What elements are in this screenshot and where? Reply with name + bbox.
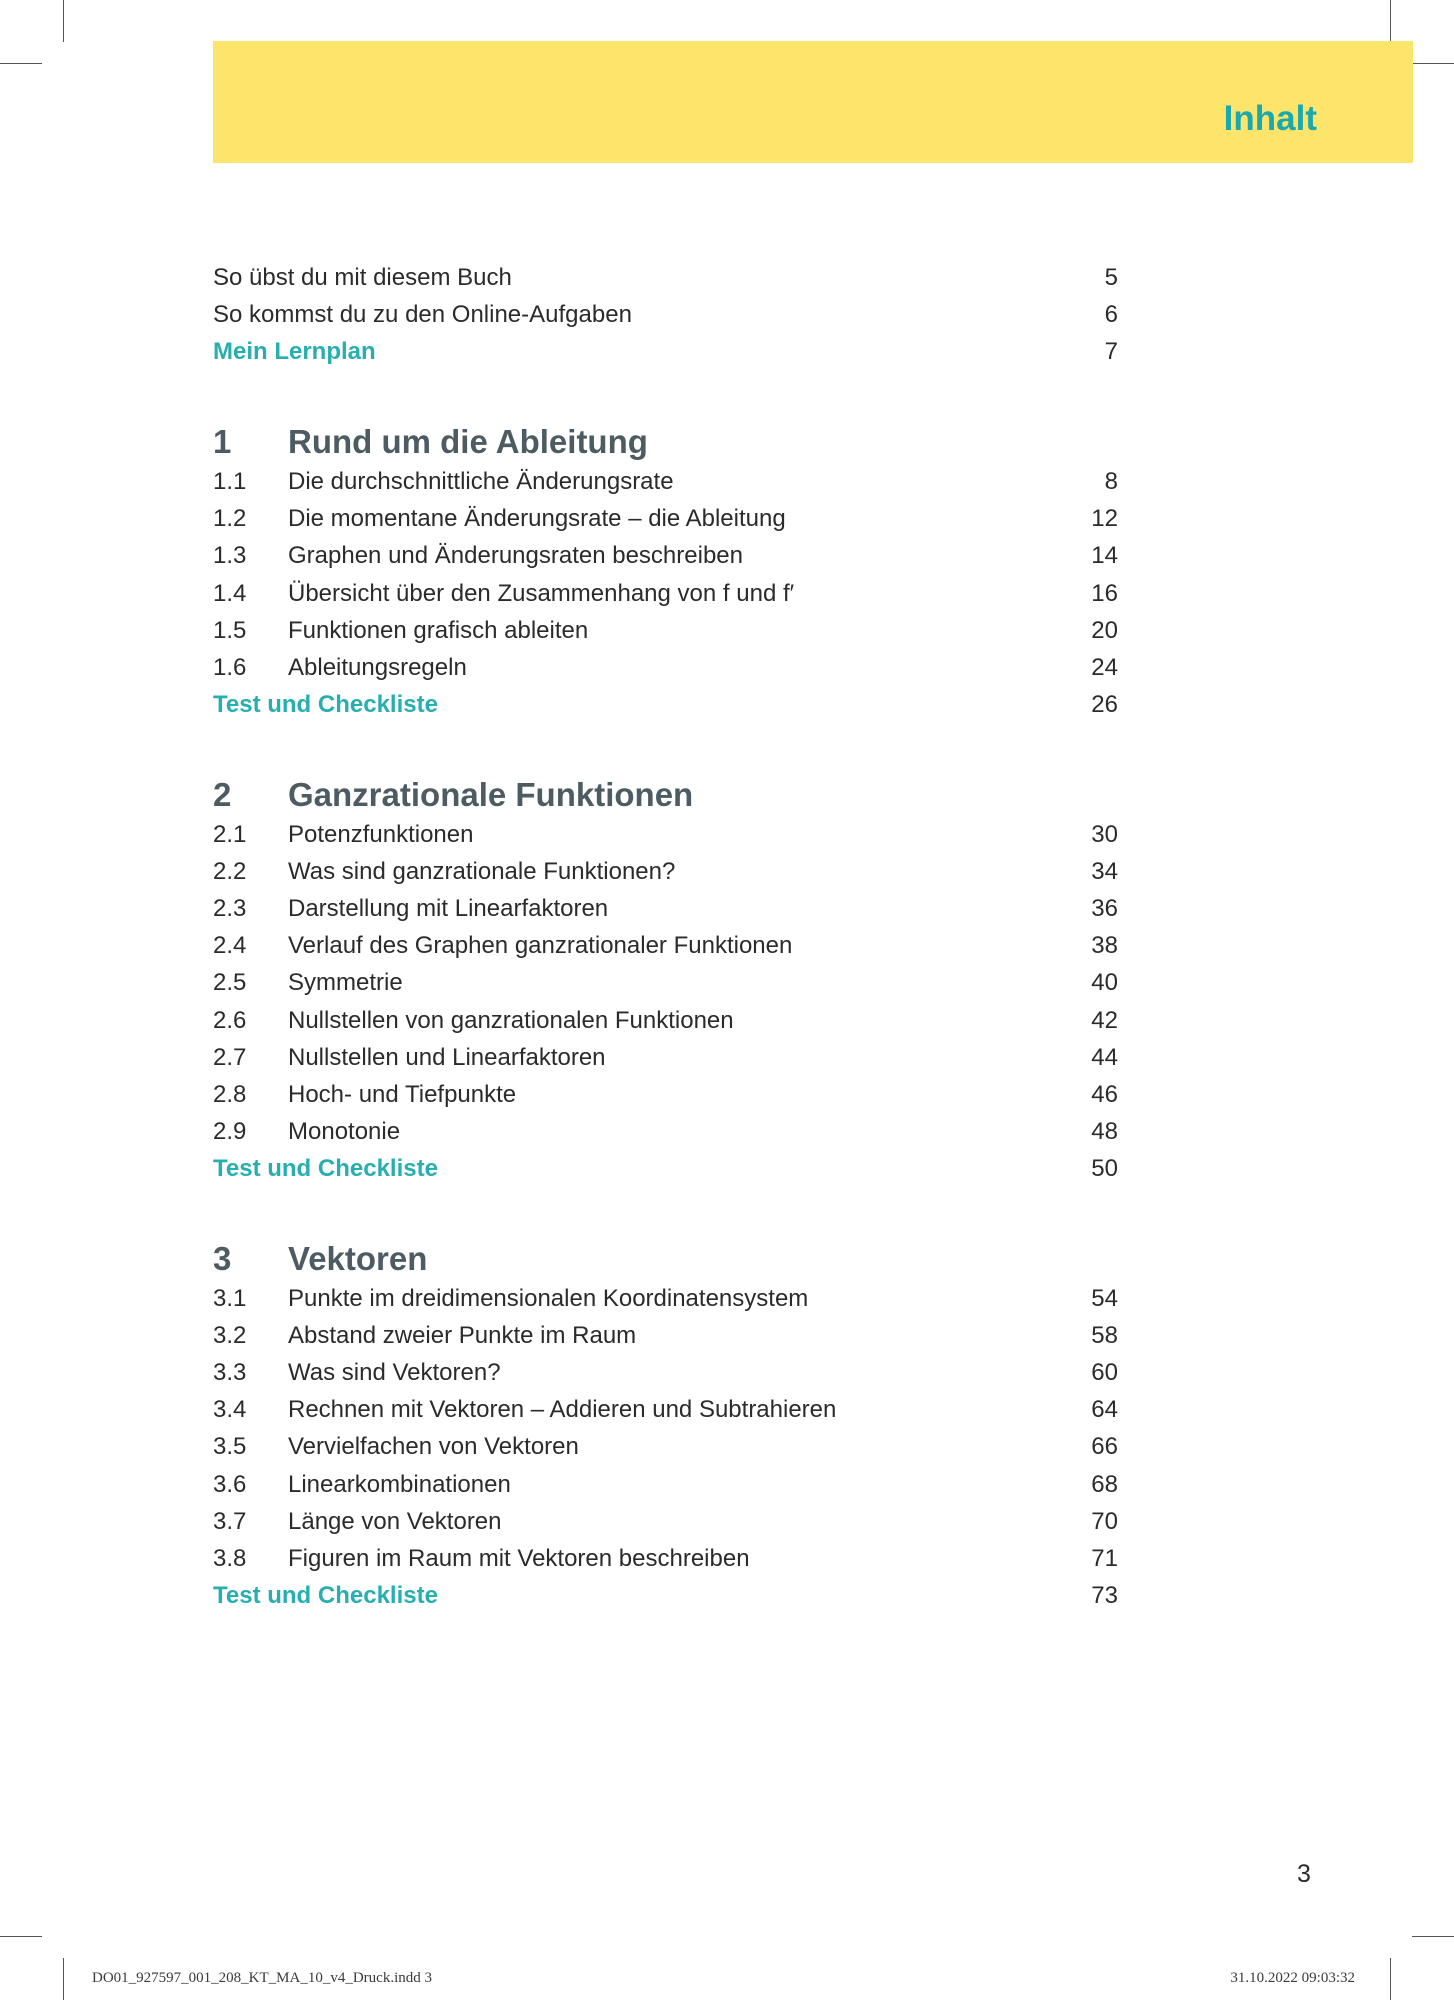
section-title: Rechnen mit Vektoren – Addieren und Subtrahieren	[288, 1396, 837, 1423]
section-number: 1.2	[213, 505, 247, 532]
section-number: 2.4	[213, 932, 247, 959]
section-page: 30	[1091, 821, 1118, 848]
section-title: Symmetrie	[288, 969, 403, 996]
toc-section[interactable]	[213, 1080, 1118, 1110]
toc-section[interactable]	[213, 968, 1118, 998]
section-page: 40	[1091, 969, 1118, 996]
section-number: 1.4	[213, 580, 247, 607]
section-title: Die durchschnittliche Änderungsrate	[288, 468, 674, 495]
toc-section[interactable]	[213, 894, 1118, 924]
chapter-heading[interactable]	[213, 775, 1118, 815]
toc-entry[interactable]	[213, 263, 1118, 293]
crop-mark	[0, 63, 42, 64]
section-page: 54	[1091, 1285, 1118, 1312]
toc-entry-title: So kommst du zu den Online-Aufgaben	[213, 301, 632, 328]
toc-section[interactable]	[213, 616, 1118, 646]
toc-section[interactable]	[213, 504, 1118, 534]
toc-entry-title: Mein Lernplan	[213, 338, 376, 365]
section-page: 20	[1091, 617, 1118, 644]
test-title: Test und Checkliste	[213, 1582, 438, 1609]
section-number: 1.5	[213, 617, 247, 644]
section-number: 2.8	[213, 1081, 247, 1108]
section-page: 14	[1091, 542, 1118, 569]
toc-section[interactable]	[213, 1358, 1118, 1388]
section-number: 2.2	[213, 858, 247, 885]
section-page: 12	[1091, 505, 1118, 532]
toc-section[interactable]	[213, 1432, 1118, 1462]
test-page: 50	[1091, 1155, 1118, 1182]
toc-section[interactable]	[213, 467, 1118, 497]
section-page: 58	[1091, 1322, 1118, 1349]
page-number: 3	[1297, 1860, 1311, 1888]
crop-mark	[0, 1936, 42, 1937]
section-title: Nullstellen und Linearfaktoren	[288, 1044, 606, 1071]
section-number: 3.4	[213, 1396, 247, 1423]
section-title: Was sind ganzrationale Funktionen?	[288, 858, 676, 885]
section-page: 34	[1091, 858, 1118, 885]
section-number: 1.6	[213, 654, 247, 681]
toc-section[interactable]	[213, 579, 1118, 609]
toc-section[interactable]	[213, 820, 1118, 850]
toc-section[interactable]	[213, 1321, 1118, 1351]
section-title: Vervielfachen von Vektoren	[288, 1433, 579, 1460]
section-title: Länge von Vektoren	[288, 1508, 502, 1535]
toc-section[interactable]	[213, 1117, 1118, 1147]
test-title: Test und Checkliste	[213, 691, 438, 718]
section-number: 3.5	[213, 1433, 247, 1460]
chapter-number: 1	[213, 423, 232, 460]
section-title: Die momentane Änderungsrate – die Ableitung	[288, 505, 786, 532]
toc-section[interactable]	[213, 1507, 1118, 1537]
section-page: 66	[1091, 1433, 1118, 1460]
section-title: Abstand zweier Punkte im Raum	[288, 1322, 637, 1349]
test-title: Test und Checkliste	[213, 1155, 438, 1182]
section-number: 3.2	[213, 1322, 247, 1349]
section-number: 1.1	[213, 468, 247, 495]
print-slug-timestamp: 31.10.2022 09:03:32	[1230, 1970, 1355, 1986]
toc-entry-page: 7	[1104, 338, 1118, 365]
section-title: Linearkombinationen	[288, 1471, 511, 1498]
section-title: Übersicht über den Zusammenhang von f und f′	[288, 580, 795, 607]
section-page: 60	[1091, 1359, 1118, 1386]
chapter-title: Ganzrationale Funktionen	[288, 776, 694, 813]
section-page: 8	[1104, 468, 1118, 495]
section-title: Darstellung mit Linearfaktoren	[288, 895, 609, 922]
section-page: 38	[1091, 932, 1118, 959]
toc-section[interactable]	[213, 1395, 1118, 1425]
chapter-number: 2	[213, 776, 232, 813]
section-title: Hoch- und Tiefpunkte	[288, 1081, 517, 1108]
toc-section[interactable]	[213, 931, 1118, 961]
toc-section[interactable]	[213, 1544, 1118, 1574]
section-number: 2.3	[213, 895, 247, 922]
chapter-title: Rund um die Ableitung	[288, 423, 648, 460]
section-number: 3.7	[213, 1508, 247, 1535]
crop-mark	[1390, 0, 1391, 42]
section-number: 2.5	[213, 969, 247, 996]
section-number: 2.9	[213, 1118, 247, 1145]
toc-entry-page: 6	[1104, 301, 1118, 328]
section-page: 16	[1091, 580, 1118, 607]
section-title: Funktionen grafisch ableiten	[288, 617, 589, 644]
section-page: 48	[1091, 1118, 1118, 1145]
page-title: Inhalt	[1223, 99, 1317, 138]
chapter-number: 3	[213, 1240, 232, 1277]
section-title: Punkte im dreidimensionalen Koordinatensystem	[288, 1285, 809, 1312]
section-title: Was sind Vektoren?	[288, 1359, 501, 1386]
toc-section[interactable]	[213, 1470, 1118, 1500]
test-page: 26	[1091, 691, 1118, 718]
toc-entry-lernplan[interactable]	[213, 337, 1118, 367]
section-title: Graphen und Änderungsraten beschreiben	[288, 542, 743, 569]
crop-mark	[1390, 1958, 1391, 2000]
section-number: 2.1	[213, 821, 247, 848]
section-title: Potenzfunktionen	[288, 821, 474, 848]
section-number: 2.6	[213, 1007, 247, 1034]
toc-section[interactable]	[213, 1006, 1118, 1036]
section-page: 44	[1091, 1044, 1118, 1071]
section-title: Verlauf des Graphen ganzrationaler Funktionen	[288, 932, 793, 959]
crop-mark	[1412, 1936, 1454, 1937]
section-page: 68	[1091, 1471, 1118, 1498]
section-title: Ableitungsregeln	[288, 654, 467, 681]
section-number: 3.8	[213, 1545, 247, 1572]
section-title: Figuren im Raum mit Vektoren beschreiben	[288, 1545, 750, 1572]
toc-section[interactable]	[213, 857, 1118, 887]
section-title: Nullstellen von ganzrationalen Funktionen	[288, 1007, 734, 1034]
section-number: 3.3	[213, 1359, 247, 1386]
chapter-title: Vektoren	[288, 1240, 428, 1277]
chapter-heading[interactable]	[213, 1239, 1118, 1279]
toc-section[interactable]	[213, 541, 1118, 571]
toc-entry-title: So übst du mit diesem Buch	[213, 264, 512, 291]
toc-test-checklist[interactable]	[213, 1154, 1118, 1184]
toc-section[interactable]	[213, 1284, 1118, 1314]
section-title: Monotonie	[288, 1118, 401, 1145]
toc-test-checklist[interactable]	[213, 690, 1118, 720]
section-number: 1.3	[213, 542, 247, 569]
section-page: 36	[1091, 895, 1118, 922]
crop-mark	[63, 1958, 64, 2000]
print-slug-filename: DO01_927597_001_208_KT_MA_10_v4_Druck.indd 3	[92, 1970, 432, 1986]
crop-mark	[1412, 63, 1454, 64]
toc-test-checklist[interactable]	[213, 1581, 1118, 1611]
section-page: 46	[1091, 1081, 1118, 1108]
toc-entry[interactable]	[213, 300, 1118, 330]
toc-section[interactable]	[213, 1043, 1118, 1073]
test-page: 73	[1091, 1582, 1118, 1609]
section-page: 70	[1091, 1508, 1118, 1535]
crop-mark	[63, 0, 64, 42]
section-number: 3.6	[213, 1471, 247, 1498]
section-page: 71	[1091, 1545, 1118, 1572]
section-page: 42	[1091, 1007, 1118, 1034]
section-page: 64	[1091, 1396, 1118, 1423]
toc-section[interactable]	[213, 653, 1118, 683]
header-band	[213, 41, 1413, 163]
section-number: 2.7	[213, 1044, 247, 1071]
chapter-heading[interactable]	[213, 422, 1118, 462]
toc-entry-page: 5	[1104, 264, 1118, 291]
section-number: 3.1	[213, 1285, 247, 1312]
section-page: 24	[1091, 654, 1118, 681]
